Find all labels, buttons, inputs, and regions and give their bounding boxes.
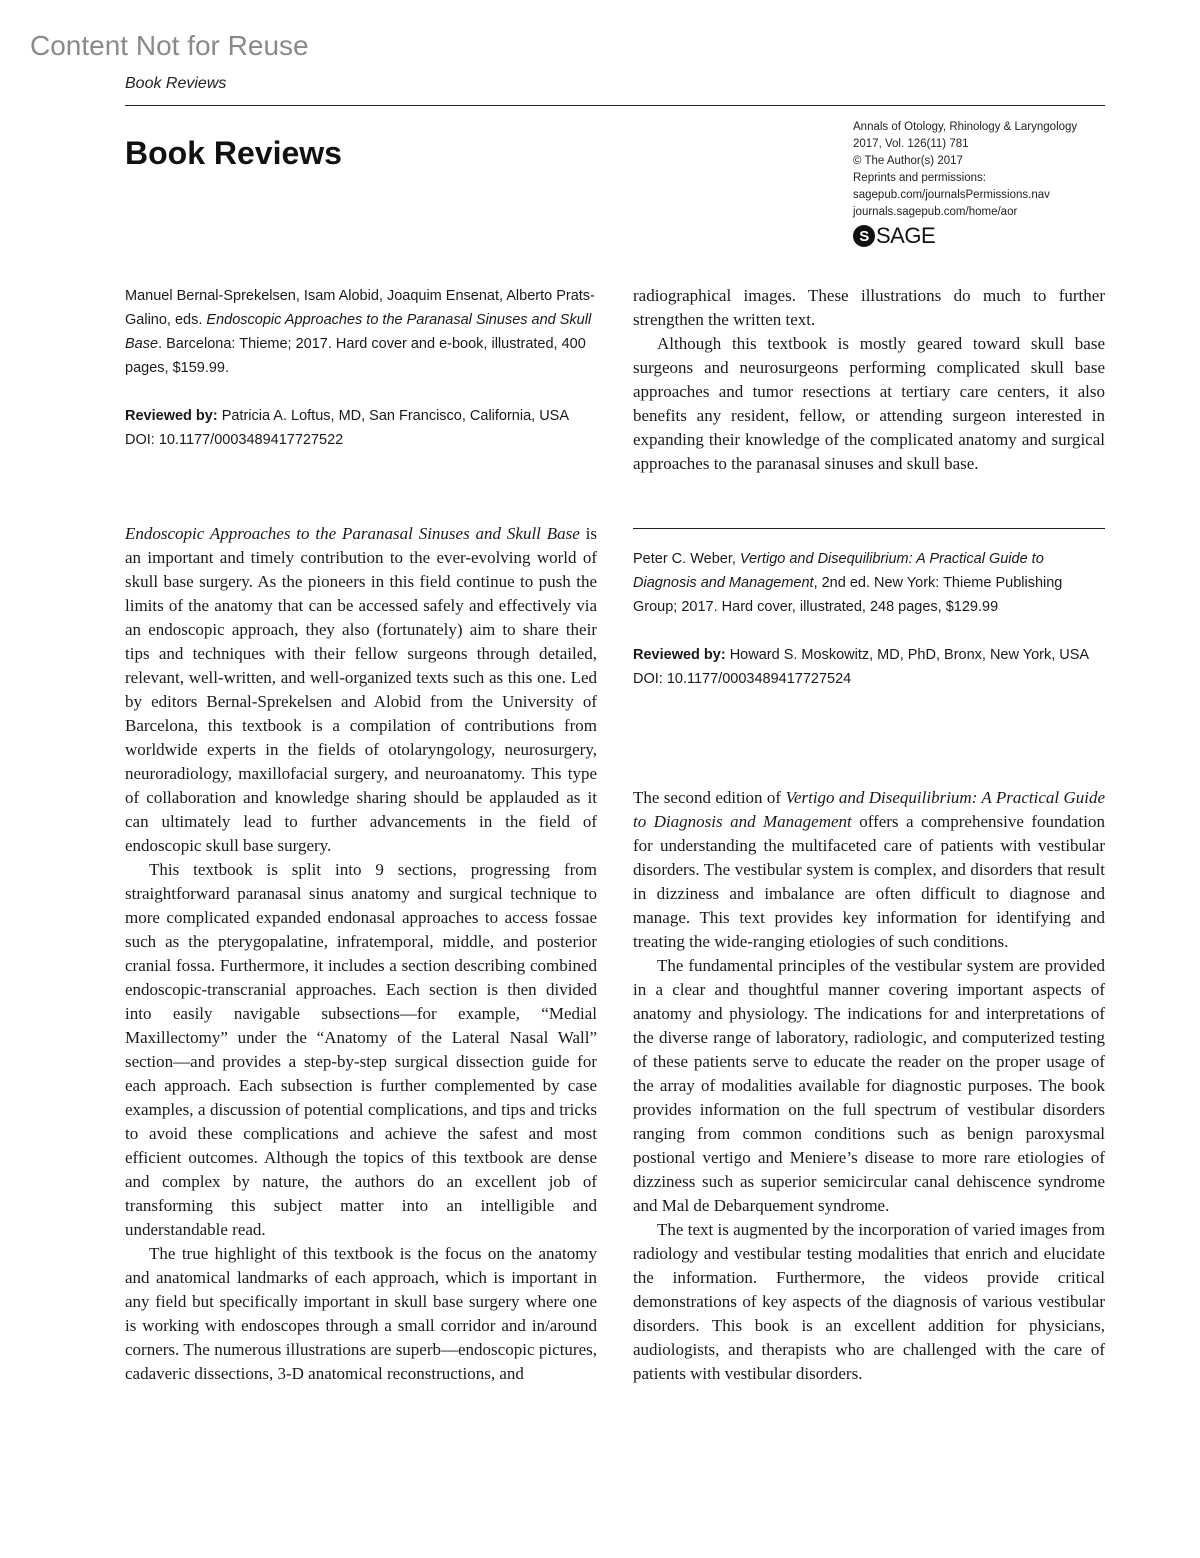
review1-paragraph: Although this textbook is mostly geared toward skull base surgeons and neurosurgeons performing complicated skull base approaches and tumor resections at tertiary care centers, it also benefits any resident, fellow, or attending surgeon interested in expanding their knowledge of the complicated anatomy and surgical approaches to the paranasal sinuses and skull base. [633,334,1105,473]
review1-citation-publisher: . Barcelona: Thieme; 2017. Hard cover and e-book, illustrated, 400 pages, $159.99. [125,336,586,376]
review2-citation-publisher: , 2nd ed. New York: Thieme Publishing Group; 2017. Hard cover, illustrated, 248 pages, $129.99 [633,575,1063,615]
review1-reviewer [125,404,597,428]
watermark: Content Not for Reuse [30,30,309,61]
header-rule [125,105,1105,106]
review2-citation-title: Vertigo and Disequilibrium: A Practical Guide to Diagnosis and Management [633,551,1044,591]
review1-reviewed-label: Reviewed by: [125,408,218,424]
review2-paragraph-text: offers a comprehensive foundation for understanding the multifaceted care of patients with vestibular disorders. The vestibular system is complex, and disorders that result in dizziness and imbalance are often difficult to diagnose and manage. This text provides key information for identifying and treating the wide-ranging etiologies of such conditions. [633,812,1105,951]
review2-paragraph: The fundamental principles of the vestibular system are provided in a clear and thoughtful manner covering important aspects of anatomy and physiology. The indications for and interpretations of the diverse range of laboratory, radiologic, and computerized testing of these patients serve to educate the reader on the proper usage of the array of modalities available for diagnostic purposes. The book provides information on the full spectrum of vestibular disorders ranging from common conditions such as benign paroxysmal postional vertigo and Meniere’s disease to more rare etiologies of dizziness such as superior semicircular canal dehiscence syndrome and Mal de Debarquement syndrome. [633,956,1105,1215]
review1-paragraph: radiographical images. These illustrations do much to further strengthen the written text. [633,286,1105,329]
section-title: Book Reviews [125,135,342,171]
review1-body [125,522,597,1386]
review2-paragraph [633,786,1105,954]
review2-reviewer [633,643,1105,667]
journal-volume: 2017, Vol. 126(11) 781 [853,138,969,150]
review1-paragraph: This textbook is split into 9 sections, progressing from straightforward paranasal sinus anatomy and surgical technique to more complicated expanded endonasal approaches to access fossae such as the pterygopalatine, infratemporal, middle, and posterior cranial fossa. Furthermore, it includes a section describing combined endoscopic-transcranial approaches. Each section is then divided into easily navigable subsections—for example, “Medial Maxillectomy” under the “Anatomy of the Lateral Nasal Wall” section—and provides a step-by-step surgical dissection guide for each approach. Each subsection is further complemented by case examples, a discussion of potential complications, and tips and tricks to avoid these complications and achieve the safest and most efficient outcomes. Although the topics of this textbook are dense and complex by nature, the authors do an excellent job of transforming this subject matter into an intelligible and understandable read. [125,860,597,1239]
running-head: Book Reviews [125,75,227,92]
review2-citation-author: Peter C. Weber, [633,551,740,567]
review1-citation-authors: Manuel Bernal-Sprekelsen, Isam Alobid, Joaquim Ensenat, Alberto Prats-Galino, eds. [125,288,595,328]
review1-citation-title: Endoscopic Approaches to the Paranasal Sinuses and Skull Base [125,312,592,352]
review1-paragraph [125,522,597,858]
review1-paragraph-text: is an important and timely contribution to the ever-evolving world of skull base surgery. As the pioneers in this field continue to push the limits of the anatomy that can be accessed safely and effectively via an endoscopic approach, they also (fortunately) aim to share their tips and techniques with their fellow surgeons through detailed, relevant, well-written, and well-organized texts such as this one. Led by editors Bernal-Sprekelsen and Alobid from the University of Barcelona, this textbook is a compilation of contributions from worldwide experts in the fields of otolaryngology, neurosurgery, neuroradiology, maxillofacial surgery, and neuroanatomy. This type of collaboration and knowledge sharing should be applauded as it can ultimately lead to further advancements in the field of endoscopic skull base surgery. [125,524,598,855]
review1-book-title: Endoscopic Approaches to the Paranasal Sinuses and Skull Base [125,524,580,543]
review1-body-continued [633,284,1105,476]
sage-logo-icon: S [853,225,875,247]
sage-logo [853,223,935,249]
journal-home-link: journals.sagepub.com/home/aor [853,206,1018,218]
journal-permissions-link: sagepub.com/journalsPermissions.nav [853,189,1050,201]
review1-doi: DOI: 10.1177/0003489417727522 [125,432,344,448]
review1-reviewer-name: Patricia A. Loftus, MD, San Francisco, California, USA [217,408,570,424]
review2-reviewed-label: Reviewed by: [633,647,726,663]
review2-reviewer-name: Howard S. Moskowitz, MD, PhD, Bronx, New York, USA [725,647,1090,663]
review2-book-title: Vertigo and Disequilibrium: A Practical Guide to Diagnosis and Management [633,788,1105,831]
review1-paragraph: The true highlight of this textbook is the focus on the anatomy and anatomical landmarks of each approach, which is important in any field but specifically important in skull base surgery where one is working with endoscopes through a small corridor and in/around corners. The numerous illustrations are superb—endoscopic pictures, cadaveric dissections, 3-D anatomical reconstructions, and [125,1244,597,1383]
review2-paragraph-lead: The second edition of [633,788,786,807]
journal-copyright: © The Author(s) 2017 [853,155,963,167]
review2-meta [633,547,1105,691]
review-divider [633,528,1105,529]
review2-paragraph: The text is augmented by the incorporation of varied images from radiology and vestibular testing modalities that enrich and elucidate the information. Furthermore, the videos provide critical demonstrations of key aspects of the diagnosis of various vestibular disorders. This book is an excellent addition for physicians, audiologists, and therapists who are challenged with the care of patients with vestibular disorders. [633,1220,1105,1383]
review1-meta [125,284,597,452]
sage-logo-text: SAGE [876,223,936,248]
journal-name: Annals of Otology, Rhinology & Laryngology [853,121,1078,133]
review1-citation [125,284,597,380]
journal-reprints: Reprints and permissions: [853,172,986,184]
journal-info [853,119,1113,221]
review2-body [633,786,1105,1386]
review2-citation [633,547,1105,619]
review2-doi: DOI: 10.1177/0003489417727524 [633,671,852,687]
